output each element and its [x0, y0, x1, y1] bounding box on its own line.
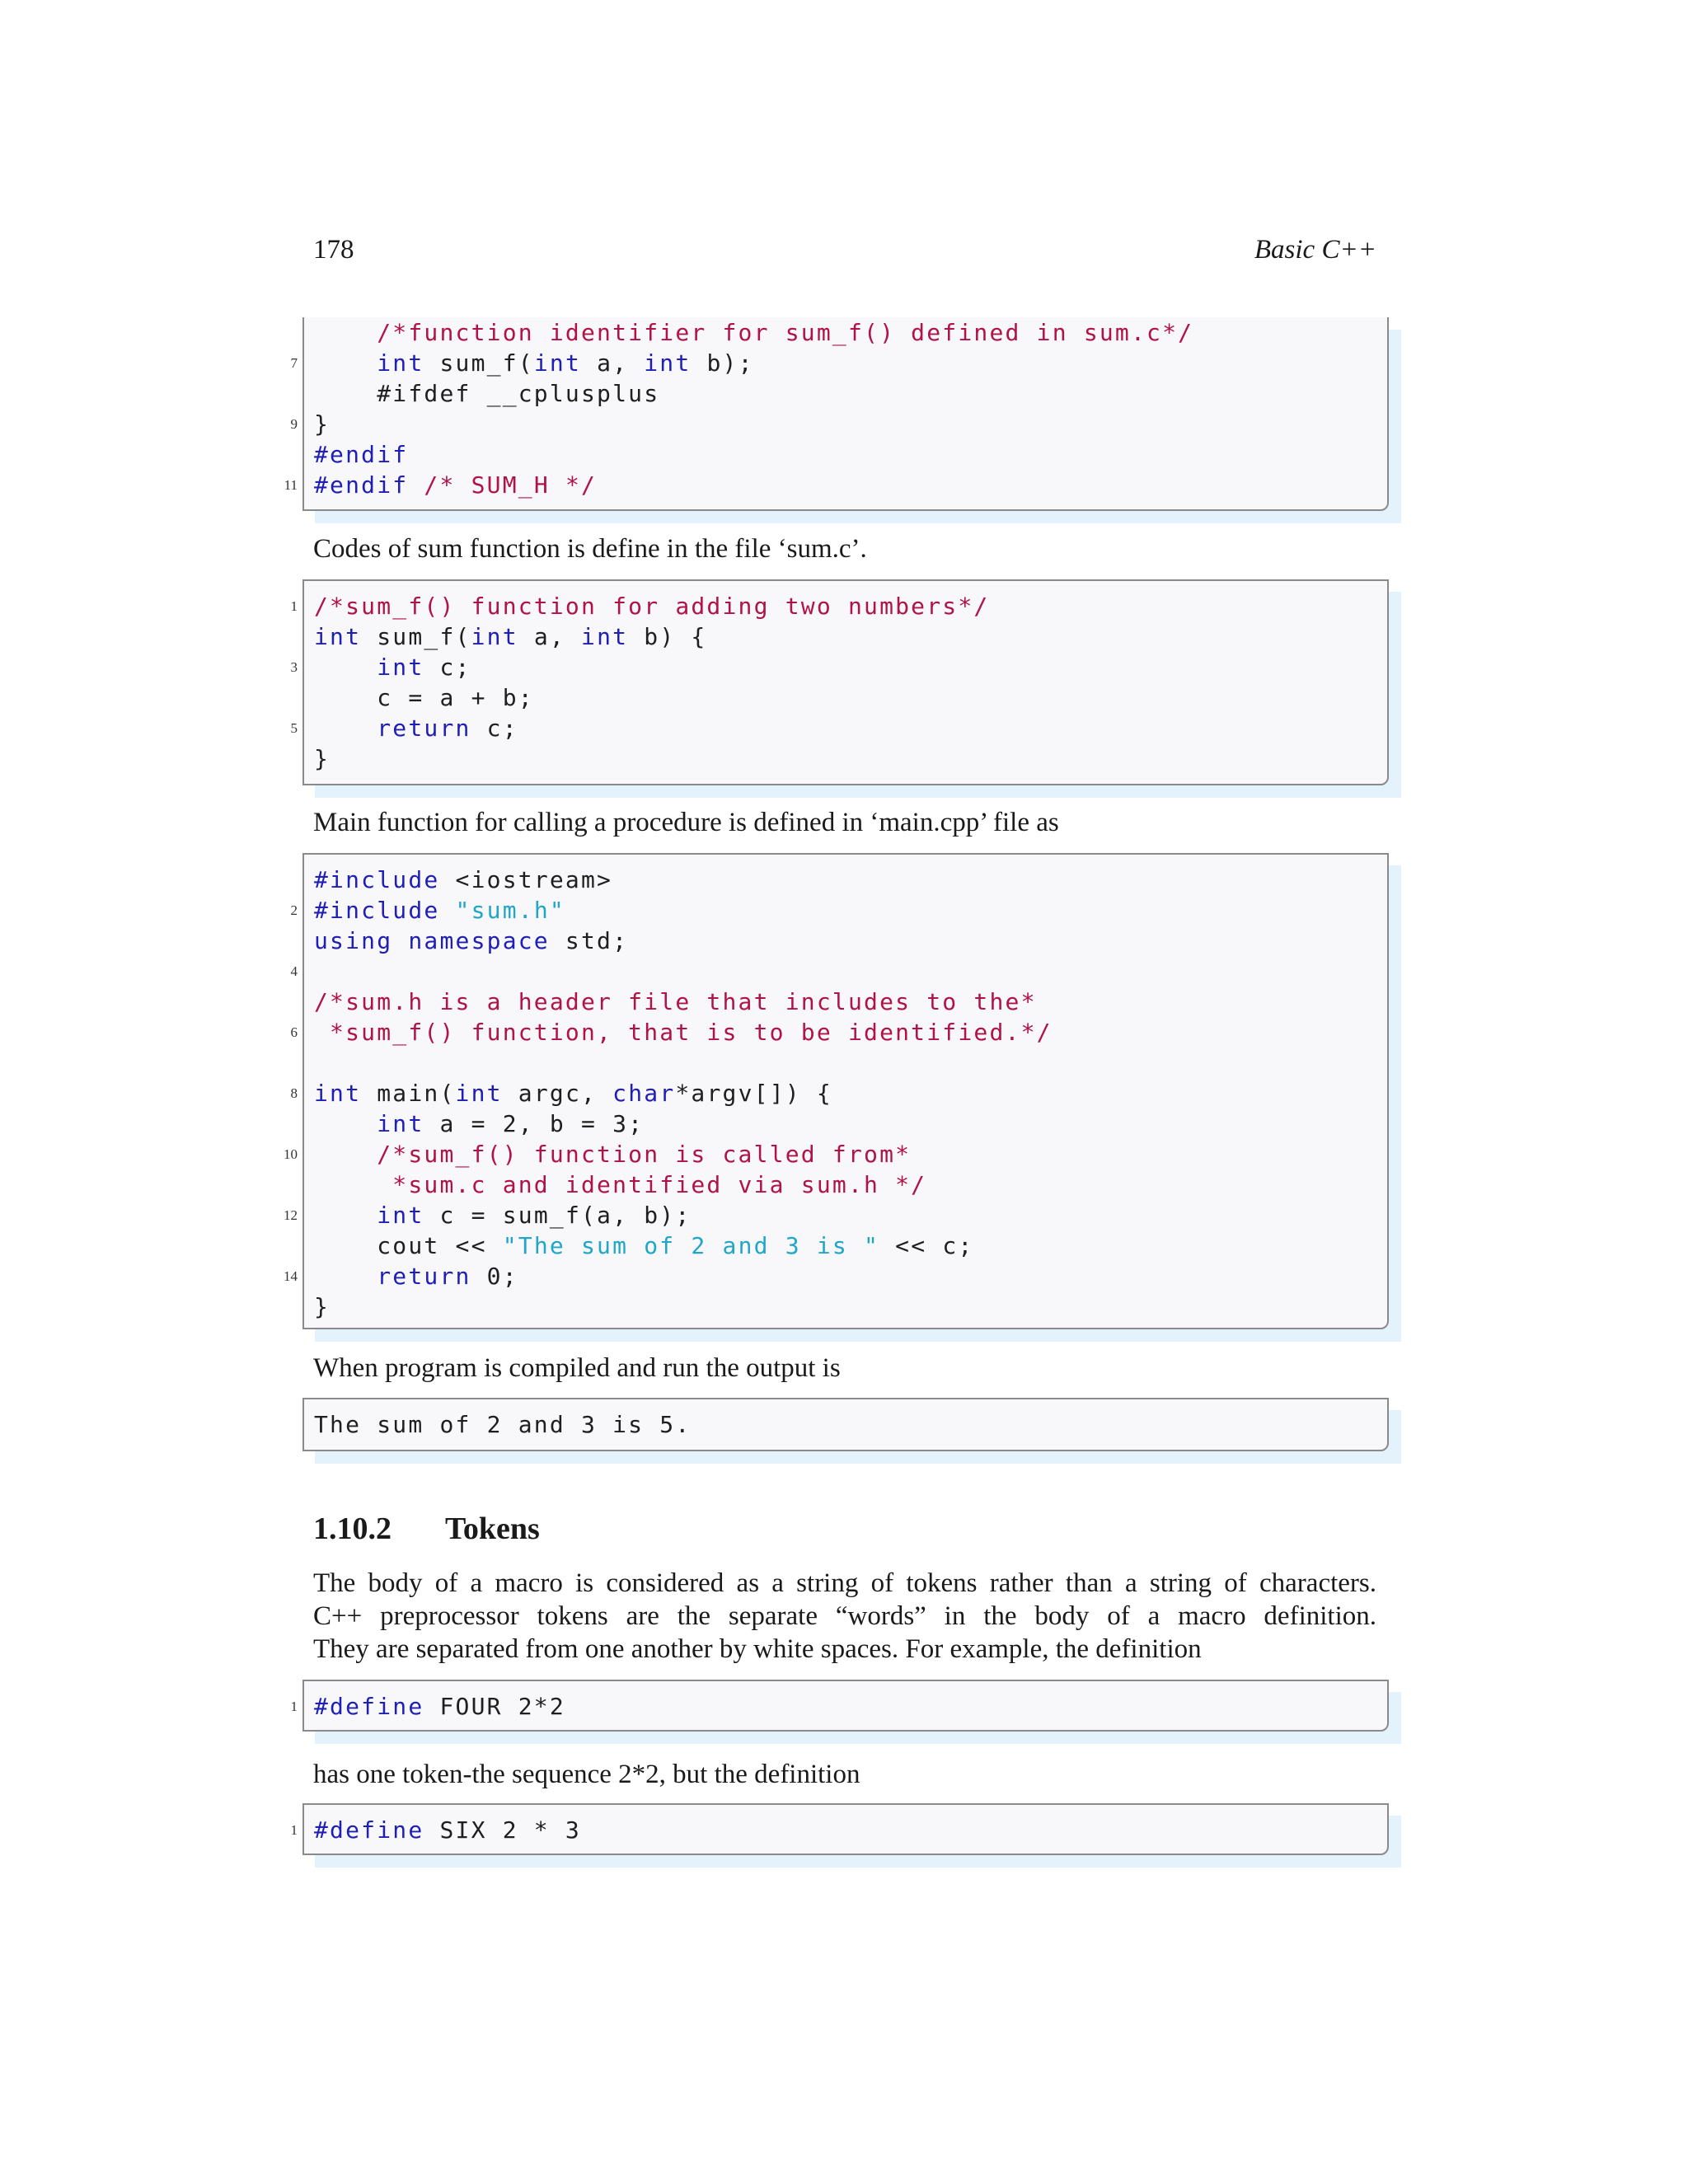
code-line [314, 317, 1193, 348]
line-number: 1 [290, 1699, 298, 1714]
code-line [314, 591, 989, 621]
code-line [314, 1017, 1053, 1047]
code-comment: /* SUM_H */ [424, 471, 598, 499]
code-keyword: int [377, 1110, 424, 1137]
code-string: "sum.h" [455, 897, 565, 924]
code-comment: /*sum_f() function is called from* [377, 1141, 912, 1168]
line-number: 8 [290, 1085, 298, 1101]
code-comment: *sum.c and identified via sum.h */ [314, 1171, 927, 1198]
line-number: 9 [290, 416, 298, 432]
code-listing-sum-c [290, 579, 1389, 785]
line-number: 11 [284, 477, 298, 493]
code-text: b); [691, 349, 754, 377]
code-line [314, 1815, 581, 1845]
code-text: cout << [314, 1232, 503, 1259]
code-line [314, 865, 612, 895]
code-text: sum_f( [361, 623, 471, 650]
paragraph-line: C++ preprocessor tokens are the separate “words” in the body of a macro definition. [313, 1601, 1376, 1631]
line-number: 4 [290, 963, 298, 979]
code-text: c = sum_f(a, b); [424, 1202, 692, 1229]
code-keyword: int [314, 1080, 362, 1107]
paragraph-line: The body of a macro is considered as a string of tokens rather than a string of characters. [313, 1568, 1376, 1598]
line-number: 10 [284, 1146, 298, 1162]
code-text: <iostream> [439, 866, 613, 893]
code-keyword: int [644, 349, 692, 377]
code-text: c; [471, 715, 518, 742]
code-line [314, 1169, 926, 1200]
code-line [314, 348, 754, 378]
code-line [314, 470, 597, 500]
code-text: a, [518, 623, 582, 650]
running-header [313, 235, 1376, 276]
code-line [314, 1261, 518, 1291]
code-keyword: int [377, 349, 424, 377]
code-text: std; [549, 927, 629, 954]
code-comment: *sum_f() function, that is to be identified.*/ [314, 1019, 1053, 1046]
section-number: 1.10.2 [313, 1511, 392, 1546]
code-text [439, 897, 455, 924]
code-text: FOUR 2*2 [424, 1693, 565, 1720]
line-number: 12 [284, 1207, 298, 1223]
code-text: *argv[]) { [675, 1080, 832, 1107]
line-number: 14 [284, 1268, 298, 1284]
code-line [314, 439, 408, 470]
code-line [314, 1230, 973, 1261]
line-number: 7 [290, 355, 298, 371]
code-listing-sum-h-end [284, 317, 1389, 511]
line-number: 1 [290, 1822, 298, 1838]
code-line [314, 1291, 330, 1322]
code-line [314, 409, 330, 439]
code-text [408, 471, 424, 499]
code-keyword: return [377, 1263, 471, 1290]
section-heading [313, 1511, 540, 1547]
code-line [314, 987, 1037, 1017]
code-keyword: int [314, 623, 362, 650]
code-text: SIX 2 * 3 [424, 1816, 581, 1844]
code-text [314, 1110, 377, 1137]
code-keyword: int [377, 1202, 424, 1229]
code-keyword: int [471, 623, 518, 650]
page-number: 178 [313, 235, 354, 265]
code-keyword: #endif [314, 471, 409, 499]
code-text [314, 715, 377, 742]
code-text: } [314, 1293, 331, 1320]
code-line [314, 713, 518, 743]
code-keyword: char [612, 1080, 676, 1107]
code-listing-main-cpp [284, 853, 1389, 1329]
code-text: sum_f( [424, 349, 534, 377]
line-number: 2 [290, 902, 298, 918]
code-listing-define-six [290, 1803, 1389, 1855]
line-number: 3 [290, 659, 298, 675]
code-text: } [314, 745, 331, 772]
paragraph-sum-c-intro: Codes of sum function is define in the file ‘sum.c’. [313, 534, 867, 564]
code-keyword: #include [314, 866, 440, 893]
code-line [314, 682, 534, 713]
code-text [314, 1263, 377, 1290]
code-text: 0; [471, 1263, 518, 1290]
code-keyword: #define [314, 1816, 424, 1844]
code-line [314, 743, 330, 774]
code-text [314, 1202, 377, 1229]
code-text: c; [424, 654, 471, 681]
code-line [314, 378, 659, 409]
code-text: #ifdef __cplusplus [314, 380, 660, 407]
code-text: a = 2, b = 3; [424, 1110, 645, 1137]
code-line [314, 1409, 691, 1440]
code-text: << c; [879, 1232, 974, 1259]
code-line [314, 652, 471, 682]
code-text: argc, [502, 1080, 613, 1107]
running-title: Basic C++ [1254, 235, 1376, 265]
code-text: } [314, 410, 331, 438]
paragraph-line: They are separated from one another by white spaces. For example, the definition [313, 1634, 1202, 1664]
code-keyword: int [581, 623, 629, 650]
code-line [314, 895, 565, 926]
code-keyword: #define [314, 1693, 424, 1720]
code-keyword: int [377, 654, 424, 681]
code-text [314, 1141, 377, 1168]
code-keyword: int [455, 1080, 503, 1107]
code-comment: /*sum_f() function for adding two numbers*/ [314, 593, 990, 620]
code-listing-define-four [290, 1680, 1389, 1732]
code-line [314, 621, 707, 652]
code-text [314, 349, 377, 377]
section-title: Tokens [445, 1511, 540, 1546]
code-line [314, 1200, 691, 1230]
code-string: "The sum of 2 and 3 is " [502, 1232, 880, 1259]
code-keyword: int [533, 349, 582, 377]
code-line [314, 1108, 644, 1139]
code-text: a, [581, 349, 645, 377]
code-text [314, 654, 377, 681]
code-text: The sum of 2 and 3 is 5. [314, 1411, 692, 1438]
code-text: b) { [628, 623, 707, 650]
code-line [314, 1078, 832, 1108]
code-comment: /*sum.h is a header file that includes to the* [314, 988, 1037, 1015]
code-line [314, 1691, 565, 1722]
code-text: main( [361, 1080, 456, 1107]
line-number: 1 [290, 598, 298, 614]
code-line [314, 1139, 911, 1169]
line-number: 6 [290, 1024, 298, 1040]
code-listing-output [302, 1398, 1389, 1451]
code-comment: /*function identifier for sum_f() defined in sum.c*/ [314, 319, 1194, 346]
line-number: 5 [290, 720, 298, 736]
code-keyword: return [377, 715, 471, 742]
code-keyword: using namespace [314, 927, 550, 954]
code-text: c = a + b; [314, 684, 534, 711]
paragraph-output-intro: When program is compiled and run the output is [313, 1353, 841, 1383]
paragraph-tokens [313, 1567, 1376, 1666]
paragraph-main-intro: Main function for calling a procedure is defined in ‘main.cpp’ file as [313, 808, 1059, 837]
paragraph-one-token: has one token-the sequence 2*2, but the definition [313, 1760, 860, 1789]
code-line [314, 926, 628, 956]
code-keyword: #endif [314, 441, 409, 468]
code-keyword: #include [314, 897, 440, 924]
